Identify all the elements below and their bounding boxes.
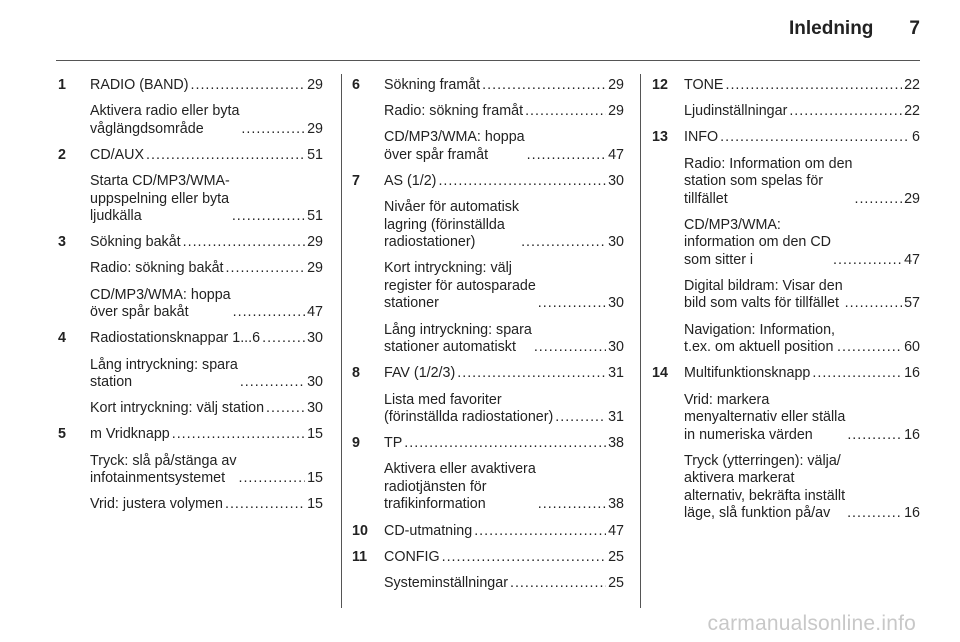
toc-page-number: 30 bbox=[608, 295, 624, 312]
toc-line-text: CONFIG bbox=[384, 548, 440, 565]
toc-line bbox=[90, 234, 323, 252]
toc-line-text: Kort intryckning: välj register för autosparade stationer bbox=[384, 260, 536, 312]
dot-leader bbox=[474, 523, 606, 541]
toc-page-number: 38 bbox=[608, 435, 624, 452]
dot-leader bbox=[521, 234, 606, 252]
toc-entry bbox=[352, 77, 624, 164]
toc-line-text: Radiostationsknappar 1...6 bbox=[90, 330, 261, 347]
toc-line-text: Lista med favoriter (förinställda radiostationer) bbox=[384, 391, 554, 425]
toc-line-text: CD-utmatning bbox=[384, 522, 473, 539]
toc-line-text: m Vridknapp bbox=[90, 426, 170, 443]
toc-entry bbox=[652, 365, 920, 522]
dot-leader bbox=[525, 103, 606, 121]
toc-entry bbox=[652, 129, 920, 356]
toc-line bbox=[90, 103, 323, 138]
toc-page-number: 51 bbox=[307, 208, 323, 225]
control-number: 6 bbox=[352, 77, 360, 93]
page-number: 7 bbox=[909, 18, 920, 39]
dot-leader bbox=[442, 549, 606, 567]
toc-page-number: 29 bbox=[307, 234, 323, 251]
dot-leader bbox=[226, 260, 306, 278]
toc-line bbox=[684, 278, 920, 313]
watermark: carmanualsonline.info bbox=[707, 612, 916, 635]
toc-line bbox=[684, 392, 920, 445]
toc-page-number: 16 bbox=[904, 505, 920, 522]
dot-leader bbox=[534, 339, 606, 357]
dot-leader bbox=[404, 435, 606, 453]
dot-leader bbox=[847, 505, 902, 523]
toc-line-text: Vrid: markera menyalternativ eller ställa in numeriska värden bbox=[684, 391, 846, 443]
toc-page-number: 47 bbox=[904, 251, 920, 268]
toc-line bbox=[90, 426, 323, 444]
toc-entry bbox=[352, 365, 624, 426]
toc-line bbox=[684, 103, 920, 121]
control-number: 8 bbox=[352, 365, 360, 382]
control-number: 11 bbox=[352, 548, 368, 565]
toc-line bbox=[384, 549, 624, 567]
toc-page-number: 31 bbox=[608, 409, 624, 425]
toc-line bbox=[684, 453, 920, 523]
toc-line bbox=[384, 129, 624, 164]
dot-leader bbox=[241, 121, 305, 139]
dot-leader bbox=[238, 470, 305, 488]
toc-line-text: Nivåer för automatisk lagring (förinställda radiostationer) bbox=[384, 199, 520, 251]
dot-leader bbox=[225, 496, 305, 514]
toc-line bbox=[384, 523, 624, 541]
toc-page-number: 29 bbox=[307, 77, 323, 93]
toc-page-number: 29 bbox=[608, 77, 624, 93]
toc-page-number: 60 bbox=[904, 339, 920, 356]
toc-line-text: CD/AUX bbox=[90, 146, 145, 163]
toc-line bbox=[90, 77, 323, 95]
dot-leader bbox=[510, 575, 606, 593]
toc-line-text: Vrid: justera volymen bbox=[90, 496, 223, 513]
toc-entry bbox=[58, 330, 323, 417]
toc-line-text: TP bbox=[384, 435, 403, 452]
toc-line-text: Radio: sökning bakåt bbox=[90, 260, 224, 277]
dot-leader bbox=[232, 208, 305, 226]
toc-line bbox=[384, 461, 624, 514]
page-title: Inledning bbox=[788, 18, 874, 39]
control-number: 10 bbox=[352, 522, 368, 539]
dot-leader bbox=[833, 252, 902, 270]
toc-line-text: RADIO (BAND) bbox=[90, 77, 189, 93]
control-number: 14 bbox=[652, 365, 668, 382]
toc-entry bbox=[352, 173, 624, 357]
control-number: 12 bbox=[652, 77, 668, 93]
control-number: 2 bbox=[58, 146, 66, 163]
toc-page-number: 16 bbox=[904, 365, 920, 382]
dot-leader bbox=[720, 129, 910, 147]
toc-page-number: 30 bbox=[307, 330, 323, 347]
toc-column-2 bbox=[352, 77, 624, 601]
toc-page-number: 15 bbox=[307, 426, 323, 443]
toc-line-text: AS (1/2) bbox=[384, 173, 437, 190]
toc-line-text: Tryck (ytterringen): välja/ aktivera markerat alternativ, bekräfta inställt läge, slå funktion på/av bbox=[684, 452, 846, 522]
toc-line bbox=[384, 199, 624, 252]
toc-page-number: 30 bbox=[307, 374, 323, 390]
dot-leader bbox=[847, 427, 902, 445]
dot-leader bbox=[457, 365, 606, 383]
dot-leader bbox=[725, 77, 902, 95]
toc-line-text: Aktivera radio eller byta våglängdsområde bbox=[90, 103, 240, 137]
header-rule bbox=[56, 60, 920, 61]
toc-line bbox=[684, 77, 920, 95]
toc-line bbox=[90, 147, 323, 165]
toc-entry bbox=[352, 523, 624, 541]
toc-entry bbox=[352, 549, 624, 593]
control-number: 13 bbox=[652, 129, 668, 146]
toc-page-number: 47 bbox=[608, 522, 624, 539]
toc-line bbox=[384, 392, 624, 427]
toc-entry bbox=[352, 435, 624, 514]
toc-line-text: FAV (1/2/3) bbox=[384, 365, 456, 382]
toc-line-text: CD/MP3/WMA: hoppa över spår framåt bbox=[384, 129, 525, 163]
dot-leader bbox=[845, 295, 902, 313]
toc-page-number: 15 bbox=[307, 496, 323, 513]
toc-page-number: 30 bbox=[608, 234, 624, 251]
toc-line bbox=[384, 435, 624, 453]
toc-column-1 bbox=[58, 77, 323, 522]
dot-leader bbox=[527, 147, 606, 165]
dot-leader bbox=[266, 400, 305, 418]
toc-line bbox=[684, 129, 920, 147]
toc-entry bbox=[652, 77, 920, 121]
dot-leader bbox=[555, 409, 606, 427]
dot-leader bbox=[789, 103, 902, 121]
toc-page-number: 6 bbox=[912, 129, 920, 146]
toc-line-text: Lång intryckning: spara stationer automatiskt bbox=[384, 321, 532, 356]
dot-leader bbox=[172, 426, 305, 444]
toc-page-number: 38 bbox=[608, 496, 624, 513]
toc-line bbox=[384, 103, 624, 121]
toc-page-number: 30 bbox=[307, 400, 323, 417]
dot-leader bbox=[240, 374, 305, 392]
toc-line bbox=[684, 156, 920, 209]
toc-line-text: Sökning bakåt bbox=[90, 234, 181, 251]
dot-leader bbox=[812, 365, 902, 383]
toc-line-text: Sökning framåt bbox=[384, 77, 481, 93]
toc-line bbox=[90, 330, 323, 348]
dot-leader bbox=[837, 339, 902, 357]
toc-line-text: TONE bbox=[684, 77, 724, 93]
dot-leader bbox=[538, 496, 606, 514]
toc-line bbox=[90, 400, 323, 418]
toc-page-number: 57 bbox=[904, 295, 920, 312]
toc-line bbox=[384, 575, 624, 593]
dot-leader bbox=[438, 173, 606, 191]
toc-line-text: Starta CD/MP3/WMA- uppspelning eller byta ljudkälla bbox=[90, 173, 230, 225]
column-divider bbox=[341, 74, 342, 608]
toc-line-text: Digital bildram: Visar den bild som valts för tillfället bbox=[684, 277, 843, 312]
toc-line bbox=[90, 173, 323, 226]
toc-page-number: 29 bbox=[904, 190, 920, 207]
toc-line bbox=[684, 217, 920, 270]
control-number: 7 bbox=[352, 173, 360, 190]
toc-line bbox=[384, 173, 624, 191]
control-number: 3 bbox=[58, 234, 66, 251]
toc-line bbox=[384, 77, 624, 95]
toc-line-text: Navigation: Information, t.ex. om aktuell position bbox=[684, 321, 835, 356]
toc-page-number: 47 bbox=[307, 304, 323, 321]
toc-line-text: INFO bbox=[684, 129, 719, 146]
toc-entry bbox=[58, 147, 323, 226]
toc-page-number: 29 bbox=[608, 103, 624, 120]
dot-leader bbox=[183, 234, 305, 252]
toc-line-text: Tryck: slå på/stänga av infotainmentsystemet bbox=[90, 452, 237, 487]
dot-leader bbox=[854, 191, 902, 209]
toc-page-number: 22 bbox=[904, 103, 920, 120]
toc-line-text: Radio: Information om den station som spelas för tillfället bbox=[684, 155, 853, 207]
toc-line-text: Multifunktionsknapp bbox=[684, 365, 811, 382]
toc-line bbox=[90, 287, 323, 322]
toc-line-text: Kort intryckning: välj station bbox=[90, 400, 265, 417]
toc-line bbox=[384, 365, 624, 383]
dot-leader bbox=[482, 77, 606, 95]
toc-line-text: Aktivera eller avaktivera radiotjänsten för trafikinformation bbox=[384, 461, 536, 513]
dot-leader bbox=[262, 330, 305, 348]
toc-line-text: CD/MP3/WMA: hoppa över spår bakåt bbox=[90, 286, 231, 321]
toc-page-number: 30 bbox=[608, 339, 624, 356]
column-divider bbox=[640, 74, 641, 608]
dot-leader bbox=[233, 304, 305, 322]
toc-line bbox=[684, 322, 920, 357]
toc-page-number: 31 bbox=[608, 365, 624, 382]
toc-page-number: 51 bbox=[307, 146, 323, 163]
toc-page-number: 29 bbox=[307, 260, 323, 277]
toc-page-number: 22 bbox=[904, 77, 920, 93]
dot-leader bbox=[538, 295, 606, 313]
toc-line bbox=[684, 365, 920, 383]
toc-line bbox=[90, 453, 323, 488]
toc-page-number: 30 bbox=[608, 173, 624, 190]
toc-line-text: Systeminställningar bbox=[384, 574, 508, 591]
control-number: 4 bbox=[58, 330, 66, 347]
toc-page-number: 47 bbox=[608, 146, 624, 163]
toc-line-text: Radio: sökning framåt bbox=[384, 103, 524, 120]
toc-line bbox=[384, 260, 624, 313]
toc-entry bbox=[58, 234, 323, 321]
control-number: 9 bbox=[352, 435, 360, 452]
toc-page-number: 25 bbox=[608, 574, 624, 591]
toc-line-text: CD/MP3/WMA: information om den CD som sitter i bbox=[684, 216, 832, 268]
dot-leader bbox=[146, 147, 305, 165]
page-header bbox=[789, 18, 920, 40]
toc-entry bbox=[58, 77, 323, 138]
toc-page-number: 25 bbox=[608, 548, 624, 565]
toc-line bbox=[90, 260, 323, 278]
toc-line bbox=[90, 357, 323, 392]
toc-page-number: 15 bbox=[307, 470, 323, 487]
toc-column-3 bbox=[652, 77, 920, 531]
dot-leader bbox=[191, 77, 306, 95]
toc-line bbox=[90, 496, 323, 514]
toc-entry bbox=[58, 426, 323, 513]
toc-line-text: Lång intryckning: spara station bbox=[90, 356, 238, 390]
control-number: 5 bbox=[58, 426, 66, 443]
control-number: 1 bbox=[58, 77, 66, 93]
toc-line-text: Ljudinställningar bbox=[684, 103, 788, 120]
toc-page-number: 16 bbox=[904, 426, 920, 443]
toc-line bbox=[384, 322, 624, 357]
toc-page-number: 29 bbox=[307, 120, 323, 137]
